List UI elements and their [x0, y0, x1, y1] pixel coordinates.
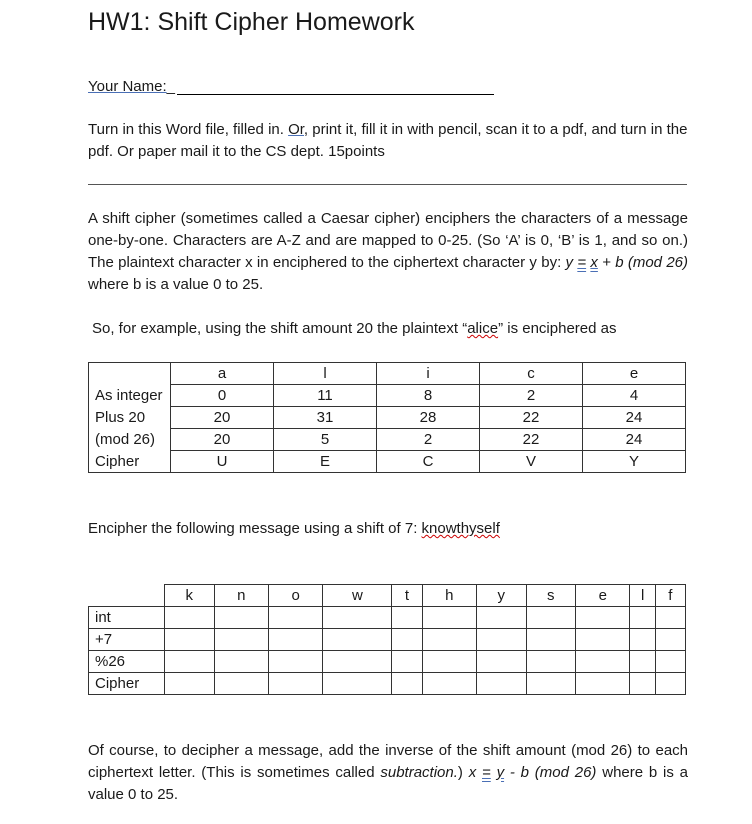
answer-cell[interactable] — [165, 673, 215, 695]
example-word: alice — [467, 320, 499, 337]
formula2-rest: - b (mod 26) — [504, 764, 597, 781]
table-cell — [89, 585, 165, 607]
answer-cell[interactable] — [630, 651, 655, 673]
table-cell: V — [480, 451, 583, 473]
answer-cell[interactable] — [165, 607, 215, 629]
formula2-x: x — [468, 764, 477, 781]
table-cell: t — [392, 585, 422, 607]
answer-cell[interactable] — [165, 651, 215, 673]
answer-cell[interactable] — [268, 607, 322, 629]
answer-cell[interactable] — [476, 607, 526, 629]
formula2-eq: = — [482, 764, 491, 781]
answer-cell[interactable] — [576, 629, 630, 651]
answer-cell[interactable] — [576, 607, 630, 629]
table-cell: l — [274, 363, 377, 385]
example-table — [88, 362, 686, 473]
decipher-paragraph — [88, 740, 688, 806]
answer-cell[interactable] — [655, 673, 685, 695]
answer-cell[interactable] — [422, 651, 476, 673]
formula-rest: + b (mod 26) — [597, 254, 688, 271]
encipher-prompt — [88, 518, 500, 540]
answer-cell[interactable] — [630, 629, 655, 651]
table-cell: E — [274, 451, 377, 473]
formula-y: y — [565, 254, 574, 271]
name-label: Your Name: — [88, 78, 167, 95]
answer-cell[interactable] — [630, 673, 655, 695]
decipher-after-italic: ) — [457, 764, 469, 781]
answer-cell[interactable] — [422, 629, 476, 651]
decipher-italic: subtraction. — [380, 764, 458, 781]
decipher-tail: where b is a value 0 to 25. — [88, 764, 688, 803]
answer-cell[interactable] — [323, 651, 392, 673]
table-cell: 22 — [480, 407, 583, 429]
answer-cell[interactable] — [526, 673, 576, 695]
answer-cell[interactable] — [526, 607, 576, 629]
table-row — [89, 451, 686, 473]
answer-cell[interactable] — [476, 651, 526, 673]
row-label: Cipher — [89, 451, 171, 473]
table-cell: C — [377, 451, 480, 473]
answer-cell[interactable] — [526, 651, 576, 673]
answer-cell[interactable] — [476, 673, 526, 695]
table-cell — [89, 363, 171, 385]
formula-eq: = — [577, 254, 587, 271]
row-label: +7 — [89, 629, 165, 651]
answer-cell[interactable] — [392, 673, 422, 695]
table-cell: f — [655, 585, 685, 607]
table-row — [89, 585, 686, 607]
table-cell: i — [377, 363, 480, 385]
row-label: Cipher — [89, 673, 165, 695]
answer-cell[interactable] — [476, 629, 526, 651]
table-cell: k — [165, 585, 215, 607]
answer-cell[interactable] — [655, 607, 685, 629]
table-cell: o — [268, 585, 322, 607]
answer-cell[interactable] — [268, 651, 322, 673]
table-cell: e — [583, 363, 686, 385]
answer-cell[interactable] — [214, 651, 268, 673]
row-label: (mod 26) — [89, 429, 171, 451]
answer-cell[interactable] — [268, 673, 322, 695]
table-cell: y — [476, 585, 526, 607]
answer-cell[interactable] — [655, 629, 685, 651]
answer-cell[interactable] — [323, 607, 392, 629]
table-cell: a — [171, 363, 274, 385]
answer-cell[interactable] — [323, 629, 392, 651]
answer-cell[interactable] — [630, 607, 655, 629]
answer-cell[interactable] — [392, 629, 422, 651]
table-cell: 2 — [480, 385, 583, 407]
table-row — [89, 363, 686, 385]
page-title: HW1: Shift Cipher Homework — [88, 8, 415, 36]
row-label: Plus 20 — [89, 407, 171, 429]
row-label: int — [89, 607, 165, 629]
example-after: ” is enciphered as — [498, 320, 617, 337]
formula2-y: y — [496, 764, 505, 781]
answer-cell[interactable] — [526, 629, 576, 651]
table-row — [89, 607, 686, 629]
table-cell: e — [576, 585, 630, 607]
table-row — [89, 429, 686, 451]
name-blank: _ — [166, 78, 175, 95]
table-cell: 4 — [583, 385, 686, 407]
answer-cell[interactable] — [323, 673, 392, 695]
answer-cell[interactable] — [214, 629, 268, 651]
table-cell: c — [480, 363, 583, 385]
table-cell: n — [214, 585, 268, 607]
instructions-text-2: print it, fill it in with pencil, scan it to a pdf, and turn in the pdf. Or paper mail it to the CS dept. 15points — [88, 121, 688, 160]
encipher-text: Encipher the following message using a shift of 7: — [88, 520, 422, 537]
instructions-or: Or, — [288, 121, 309, 138]
table-cell: h — [422, 585, 476, 607]
intro-text: A shift cipher (sometimes called a Caesar cipher) enciphers the characters of a message one-by-one. Characters are A-Z and are mapped to 0-25. (So ‘A’ is 0, ‘B’ is 1, and so on.) The plaintext character x in enciphered to the ciphertext character y by: — [88, 210, 688, 271]
answer-cell[interactable] — [576, 651, 630, 673]
table-row — [89, 407, 686, 429]
instructions-paragraph — [88, 119, 688, 163]
intro-paragraph — [88, 208, 688, 296]
table-cell: s — [526, 585, 576, 607]
table-row — [89, 651, 686, 673]
answer-cell[interactable] — [422, 673, 476, 695]
table-cell: U — [171, 451, 274, 473]
row-label: %26 — [89, 651, 165, 673]
table-cell: 24 — [583, 429, 686, 451]
table-row — [89, 629, 686, 651]
table-cell: 24 — [583, 407, 686, 429]
encipher-word: knowthyself — [421, 520, 500, 537]
table-cell: 11 — [274, 385, 377, 407]
answer-cell[interactable] — [392, 651, 422, 673]
answer-cell[interactable] — [576, 673, 630, 695]
answer-cell[interactable] — [422, 607, 476, 629]
table-cell: w — [323, 585, 392, 607]
table-cell: 31 — [274, 407, 377, 429]
answer-cell[interactable] — [214, 673, 268, 695]
answer-cell[interactable] — [165, 629, 215, 651]
instructions-text-1: Turn in this Word file, filled in. — [88, 121, 289, 138]
table-cell: 5 — [274, 429, 377, 451]
name-line — [88, 76, 175, 98]
table-cell: 22 — [480, 429, 583, 451]
table-row — [89, 673, 686, 695]
table-cell: 20 — [171, 429, 274, 451]
answer-cell[interactable] — [214, 607, 268, 629]
answer-cell[interactable] — [655, 651, 685, 673]
table-cell: 0 — [171, 385, 274, 407]
row-label: As integer — [89, 385, 171, 407]
table-cell: Y — [583, 451, 686, 473]
divider — [88, 184, 687, 185]
answer-cell[interactable] — [268, 629, 322, 651]
decipher-text: Of course, to decipher a message, add the inverse of the shift amount (mod 26) to each ciphertext letter. (This is sometimes called — [88, 742, 688, 781]
example-paragraph — [92, 318, 692, 340]
table-cell: 20 — [171, 407, 274, 429]
exercise-table — [88, 584, 686, 695]
table-cell: 28 — [377, 407, 480, 429]
table-row — [89, 385, 686, 407]
example-before: So, for example, using the shift amount 20 the plaintext “ — [92, 320, 468, 337]
name-underline[interactable] — [177, 94, 494, 95]
table-cell: 8 — [377, 385, 480, 407]
intro-tail: where b is a value 0 to 25. — [88, 276, 264, 293]
table-cell: l — [630, 585, 655, 607]
table-cell: 2 — [377, 429, 480, 451]
answer-cell[interactable] — [392, 607, 422, 629]
formula-x: x — [590, 254, 598, 271]
